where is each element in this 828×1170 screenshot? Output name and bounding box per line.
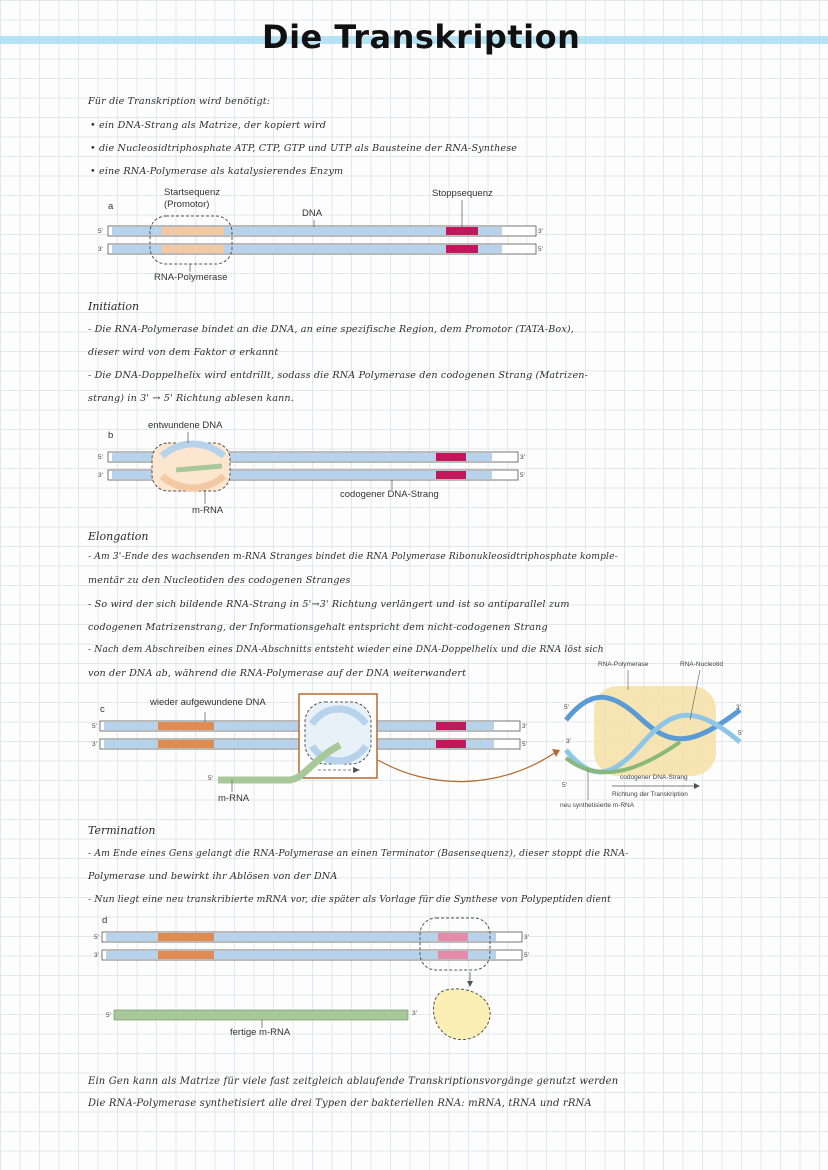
fig-d-promoter-bottom — [158, 951, 214, 959]
fig-a-5prime-bottom-right: 5' — [538, 246, 543, 253]
fig-c-inset-direction-label: Richtung der Transkription — [612, 791, 688, 798]
summary-line-2: Die RNA-Polymerase synthetisiert alle drei Typen der bakteriellen RNA: mRNA, tRNA und rRNA — [88, 1098, 592, 1109]
elongation-line-4: codogenen Matrizenstrang, der Informationsgehalt entspricht dem nicht-codogenen Strang — [88, 622, 548, 633]
fig-d-5prime-top: 5' — [94, 934, 99, 941]
intro-bullet-2: • die Nucleosidtriphosphate ATP, CTP, GTP und UTP als Bausteine der RNA-Synthese — [90, 143, 518, 154]
initiation-line-3: - Die DNA-Doppelhelix wird entdrillt, sodass die RNA Polymerase den codogenen Strang (Matrizen- — [88, 370, 589, 381]
elongation-heading: Elongation — [88, 530, 149, 543]
termination-line-3: - Nun liegt eine neu transkribierte mRNA vor, die später als Vorlage für die Synthese von Polypeptiden dient — [88, 894, 611, 905]
fig-a-3prime-top-right: 3' — [538, 228, 543, 235]
fig-d-stop-top — [438, 933, 468, 941]
fig-c-5prime-bottom-right: 5' — [522, 741, 527, 748]
elongation-line-3: - So wird der sich bildende RNA-Strang in 5'→3' Richtung verlängert und ist so antiparallel zum — [88, 599, 570, 610]
fig-b-unwound-label: entwundene DNA — [148, 420, 223, 431]
fig-b-5prime-bottom-right: 5' — [520, 472, 525, 479]
initiation-heading: Initiation — [88, 300, 140, 313]
fig-d-5prime-bottom-right: 5' — [524, 952, 529, 959]
fig-c-3prime-top-right: 3' — [522, 723, 527, 730]
fig-b-5prime-top: 5' — [98, 454, 103, 461]
fig-b-mrna-label: m-RNA — [192, 505, 224, 516]
fig-c-letter: c — [100, 704, 105, 715]
fig-a-polymerase-label: RNA-Polymerase — [154, 272, 228, 283]
fig-a-start-label-2: (Promotor) — [164, 199, 210, 210]
elongation-line-6: von der DNA ab, während die RNA-Polymerase auf der DNA weiterwandert — [88, 668, 467, 679]
fig-d-mrna-5prime: 5' — [106, 1012, 111, 1019]
fig-c-inset-codogen-label: codogener DNA-Strang — [620, 774, 688, 781]
fig-d-stop-bottom — [438, 951, 468, 959]
intro-bullet-1: • ein DNA-Strang als Matrize, der kopiert wird — [90, 120, 327, 131]
fig-d-finished-label: fertige m-RNA — [230, 1027, 291, 1038]
elongation-line-1: - Am 3'-Ende des wachsenden m-RNA Stranges bindet die RNA Polymerase Ribonukleosidtriphosphate komple- — [88, 552, 618, 562]
fig-c-inset-5prime-b: 5' — [738, 730, 743, 737]
fig-d-mrna-3prime: 3' — [412, 1010, 417, 1017]
fig-d-polymerase-released — [433, 989, 490, 1040]
fig-a-dna-label: DNA — [302, 208, 323, 219]
fig-c-inset-3prime-a: 3' — [566, 738, 571, 745]
termination-heading: Termination — [88, 824, 156, 837]
fig-b-3prime-bottom-left: 3' — [98, 472, 103, 479]
fig-a-3prime-bottom-left: 3' — [98, 246, 103, 253]
fig-c-inset-polymerase-label: RNA-Polymerase — [598, 661, 649, 668]
fig-c-mrna-label: m-RNA — [218, 793, 250, 804]
fig-c-inset-5prime-c: 5' — [562, 782, 567, 789]
fig-c-inset-5prime-a: 5' — [564, 704, 569, 711]
fig-c-5prime-top: 5' — [92, 723, 97, 730]
elongation-line-5: - Nach dem Abschreiben eines DNA-Abschnitts entsteht wieder eine DNA-Doppelhelix und die RNA löst sich — [88, 645, 604, 655]
fig-d-promoter-top — [158, 933, 214, 941]
intro-heading: Für die Transkription wird benötigt: — [88, 96, 271, 107]
termination-line-2: Polymerase und bewirkt ihr Ablösen von der DNA — [88, 871, 338, 882]
fig-d-finished-mrna — [114, 1010, 408, 1020]
fig-d-3prime-bottom-left: 3' — [94, 952, 99, 959]
fig-b-3prime-top-right: 3' — [520, 454, 525, 461]
intro-bullet-3: • eine RNA-Polymerase als katalysierendes Enzym — [90, 166, 344, 177]
fig-c-inset-nucleotide-label: RNA-Nucleotid — [680, 661, 723, 668]
fig-c-inset-3prime-b: 3' — [736, 704, 741, 711]
fig-a-start-label: Startsequenz — [164, 187, 220, 198]
fig-b-codogen-label: codogener DNA-Strang — [340, 489, 439, 500]
summary-line-1: Ein Gen kann als Matrize für viele fast zeitgleich ablaufende Transkriptionsvorgänge genutzt werden — [88, 1076, 619, 1087]
fig-b-letter: b — [108, 430, 114, 441]
page-title: Die Transkription — [262, 18, 581, 56]
fig-a-5prime-top: 5' — [98, 228, 103, 235]
fig-d-letter: d — [102, 915, 108, 926]
fig-c-inset-newrna-label: neu synthetisierte m-RNA — [560, 802, 635, 809]
fig-c-rewound-label: wieder aufgewundene DNA — [150, 697, 266, 708]
elongation-line-2: mentär zu den Nucleotiden des codogenen Stranges — [88, 575, 351, 586]
fig-d-3prime-top-right: 3' — [524, 934, 529, 941]
fig-c-3prime-bottom-left: 3' — [92, 741, 97, 748]
fig-a-stop-label: Stoppsequenz — [432, 188, 493, 199]
initiation-line-2: dieser wird von dem Faktor σ erkannt — [88, 347, 279, 358]
termination-line-1: - Am Ende eines Gens gelangt die RNA-Polymerase an einen Terminator (Basensequenz), dieser stoppt die RNA- — [88, 848, 629, 859]
fig-a-letter: a — [108, 201, 114, 212]
fig-d-polymerase-old — [420, 918, 490, 970]
initiation-line-4: strang) in 3' → 5' Richtung ablesen kann. — [88, 393, 294, 404]
initiation-line-1: - Die RNA-Polymerase bindet an die DNA, an eine spezifische Region, dem Promotor (TATA-Box), — [88, 324, 575, 335]
fig-c-mrna-5prime: 5' — [208, 775, 213, 782]
